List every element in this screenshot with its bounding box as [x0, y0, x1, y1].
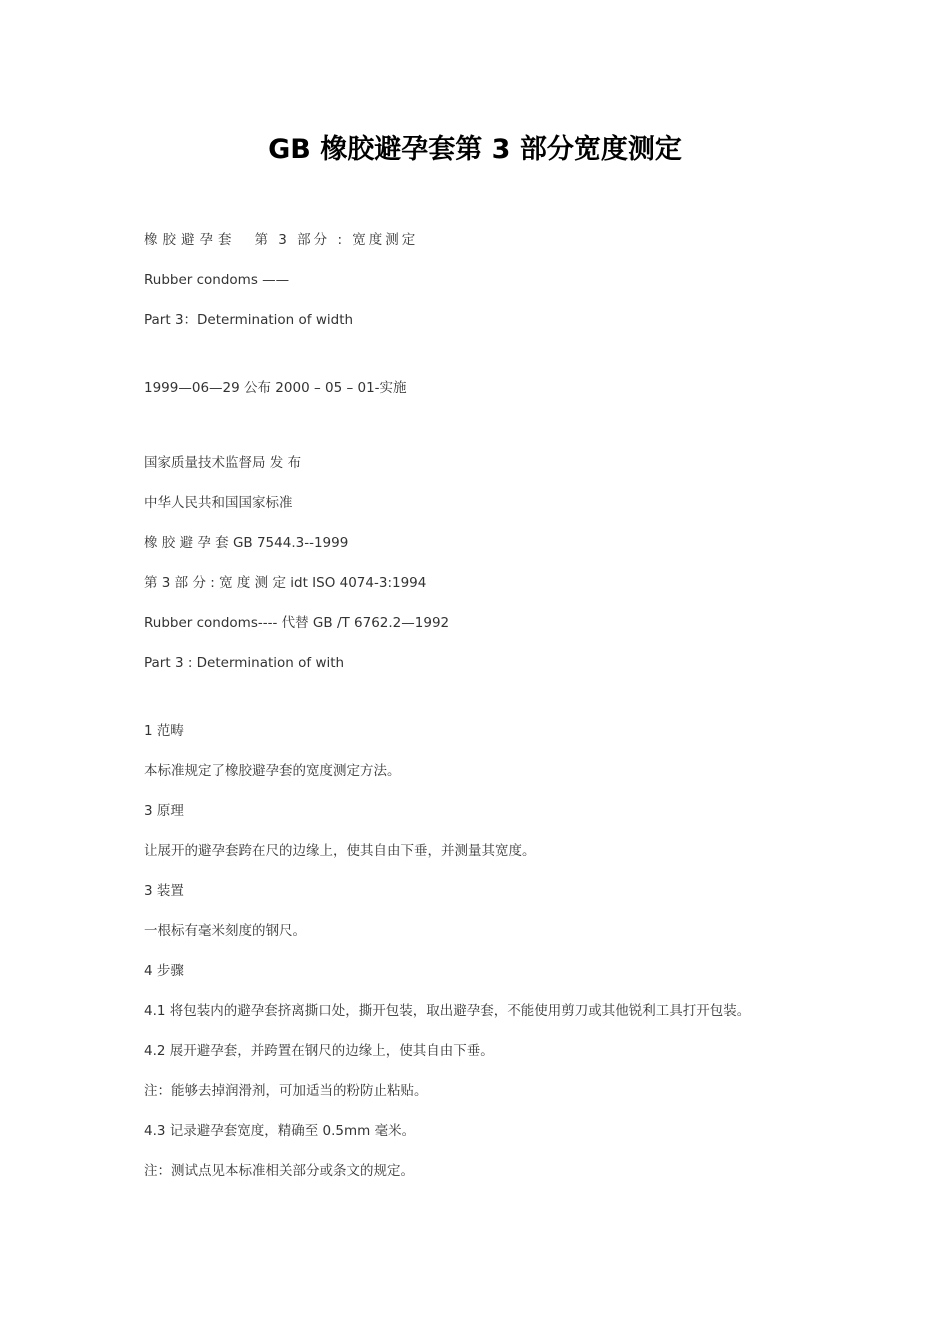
paragraph-principle: 让展开的避孕套跨在尺的边缘上，使其自由下垂，并测量其宽度。 [144, 843, 536, 859]
note-test-points: 注：测试点见本标准相关部分或条文的规定。 [144, 1163, 414, 1179]
paragraph-apparatus: 一根标有毫米刻度的钢尺。 [144, 923, 306, 939]
section-heading-apparatus: 3 装置 [144, 883, 184, 899]
cover-name-cn-b: 第 3 部分 : 宽度测定 [254, 232, 419, 248]
cover-name-en-2: Part 3：Determination of width [144, 312, 354, 328]
note-lubricant: 注：能够去掉润滑剂，可加适当的粉防止粘贴。 [144, 1083, 428, 1099]
cover-issuer: 国家质量技术监督局 发 布 [144, 455, 302, 471]
procedure-step-4-2: 4.2 展开避孕套，并跨置在钢尺的边缘上，使其自由下垂。 [144, 1043, 494, 1059]
cover-name-cn-a: 橡胶避孕套 [144, 232, 237, 248]
header-part-line: 第 3 部 分 : 宽 度 测 定 idt ISO 4074-3:1994 [144, 575, 427, 591]
procedure-step-4-1: 4.1 将包装内的避孕套挤离撕口处，撕开包装，取出避孕套，不能使用剪刀或其他锐利工具打开包装。 [144, 1003, 751, 1019]
cover-name-cn [144, 230, 418, 250]
header-country: 中华人民共和国国家标准 [144, 495, 293, 511]
section-heading-scope: 1 范畴 [144, 723, 184, 739]
paragraph-scope: 本标准规定了橡胶避孕套的宽度测定方法。 [144, 763, 401, 779]
procedure-step-4-3: 4.3 记录避孕套宽度，精确至 0.5mm 毫米。 [144, 1123, 416, 1139]
section-heading-principle: 3 原理 [144, 803, 184, 819]
header-part-en: Part 3 : Determination of with [144, 655, 345, 671]
cover-dates: 1999—06—29 公布 2000 – 05 – 01-实施 [144, 380, 407, 396]
cover-name-en-1: Rubber condoms —— [144, 272, 290, 288]
page-title: GB 橡胶避孕套第 3 部分宽度测定 [268, 134, 682, 165]
section-heading-procedure: 4 步骤 [144, 963, 184, 979]
header-std-line: 橡 胶 避 孕 套 GB 7544.3--1999 [144, 535, 349, 551]
header-replace-line: Rubber condoms---- 代替 GB /T 6762.2—1992 [144, 615, 450, 631]
